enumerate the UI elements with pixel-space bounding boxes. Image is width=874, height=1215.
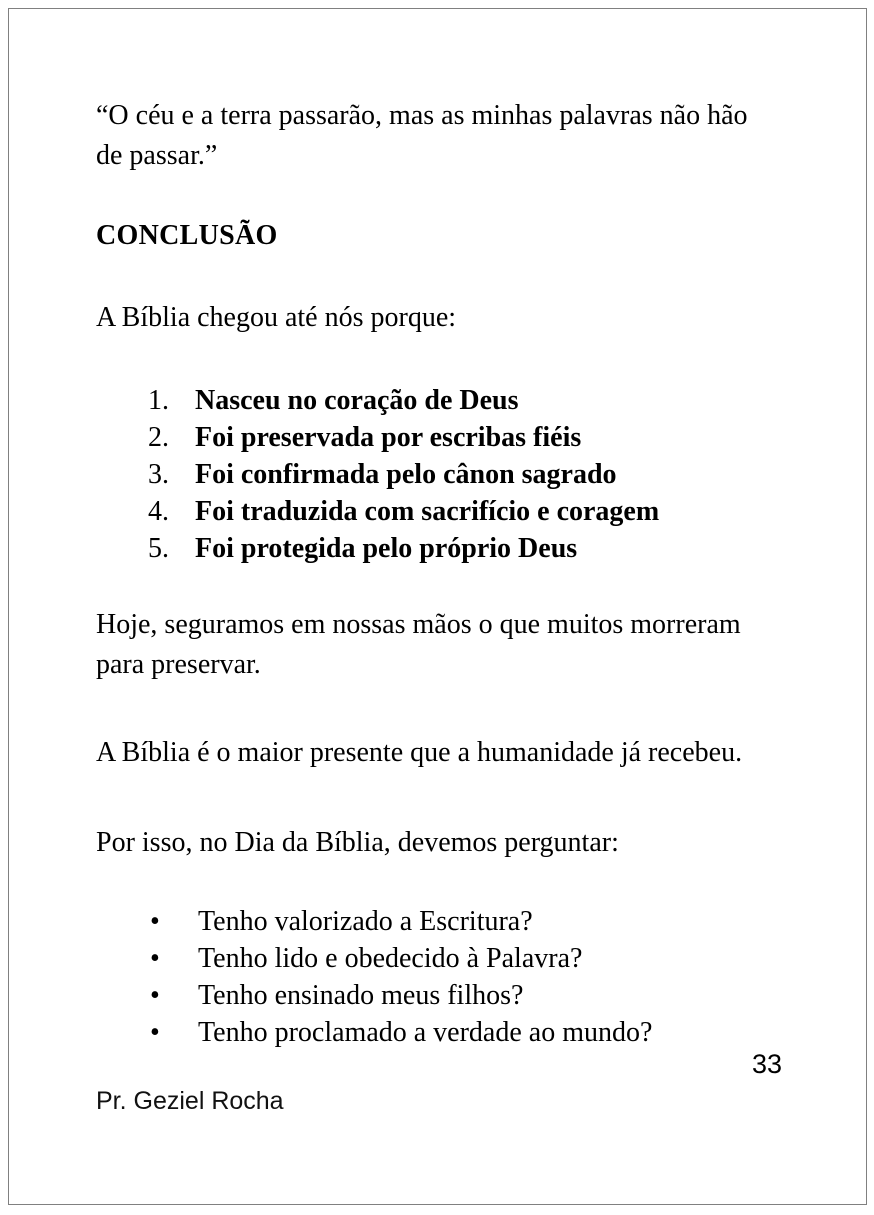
list-marker: 4. [148,496,169,527]
paragraph-maior-presente: A Bíblia é o maior presente que a humanidade já recebeu. [96,737,743,768]
footer-author: Pr. Geziel Rocha [96,1087,284,1115]
list-item-label: Tenho proclamado a verdade ao mundo? [198,1017,653,1048]
scripture-quote: “O céu e a terra passarão, mas as minhas palavras não hão de passar.” [96,100,748,171]
bullet-icon: • [150,906,160,937]
list-item-label: Tenho lido e obedecido à Palavra? [198,943,583,974]
spacer [96,338,756,382]
list-marker: 5. [148,533,169,564]
list-item-label: Nasceu no coração de Deus [195,385,519,416]
spacer [96,176,756,218]
bullet-icon: • [150,1017,160,1048]
list-item-label: Foi confirmada pelo cânon sagrado [195,459,617,490]
list-item [96,530,756,567]
bullet-icon: • [150,943,160,974]
list-item [96,1014,756,1051]
spacer [96,863,756,903]
bullet-icon: • [150,980,160,1011]
list-item [96,940,756,977]
list-item [96,456,756,493]
intro-paragraph: A Bíblia chegou até nós porque: [96,302,457,333]
list-item [96,493,756,530]
list-item [96,903,756,940]
numbered-list [96,382,756,567]
spacer [96,254,756,298]
section-heading-conclusao: CONCLUSÃO [96,220,278,251]
spacer [96,567,756,605]
list-item-label: Tenho ensinado meus filhos? [198,980,524,1011]
paragraph-hoje: Hoje, seguramos em nossas mãos o que muitos morreram para preservar. [96,609,741,680]
spacer [96,777,756,823]
bullet-list [96,903,756,1051]
list-item-label: Tenho valorizado a Escritura? [198,906,533,937]
list-item [96,977,756,1014]
spacer [96,685,756,729]
paragraph-por-isso: Por isso, no Dia da Bíblia, devemos perguntar: [96,827,619,858]
list-item [96,419,756,456]
list-item-label: Foi traduzida com sacrifício e coragem [195,496,660,527]
document-body [96,96,756,1051]
list-item-label: Foi protegida pelo próprio Deus [195,533,578,564]
list-item-label: Foi preservada por escribas fiéis [195,422,582,453]
list-marker: 1. [148,385,169,416]
list-marker: 3. [148,459,169,490]
list-item [96,382,756,419]
list-marker: 2. [148,422,169,453]
page-number: 33 [751,1049,782,1079]
